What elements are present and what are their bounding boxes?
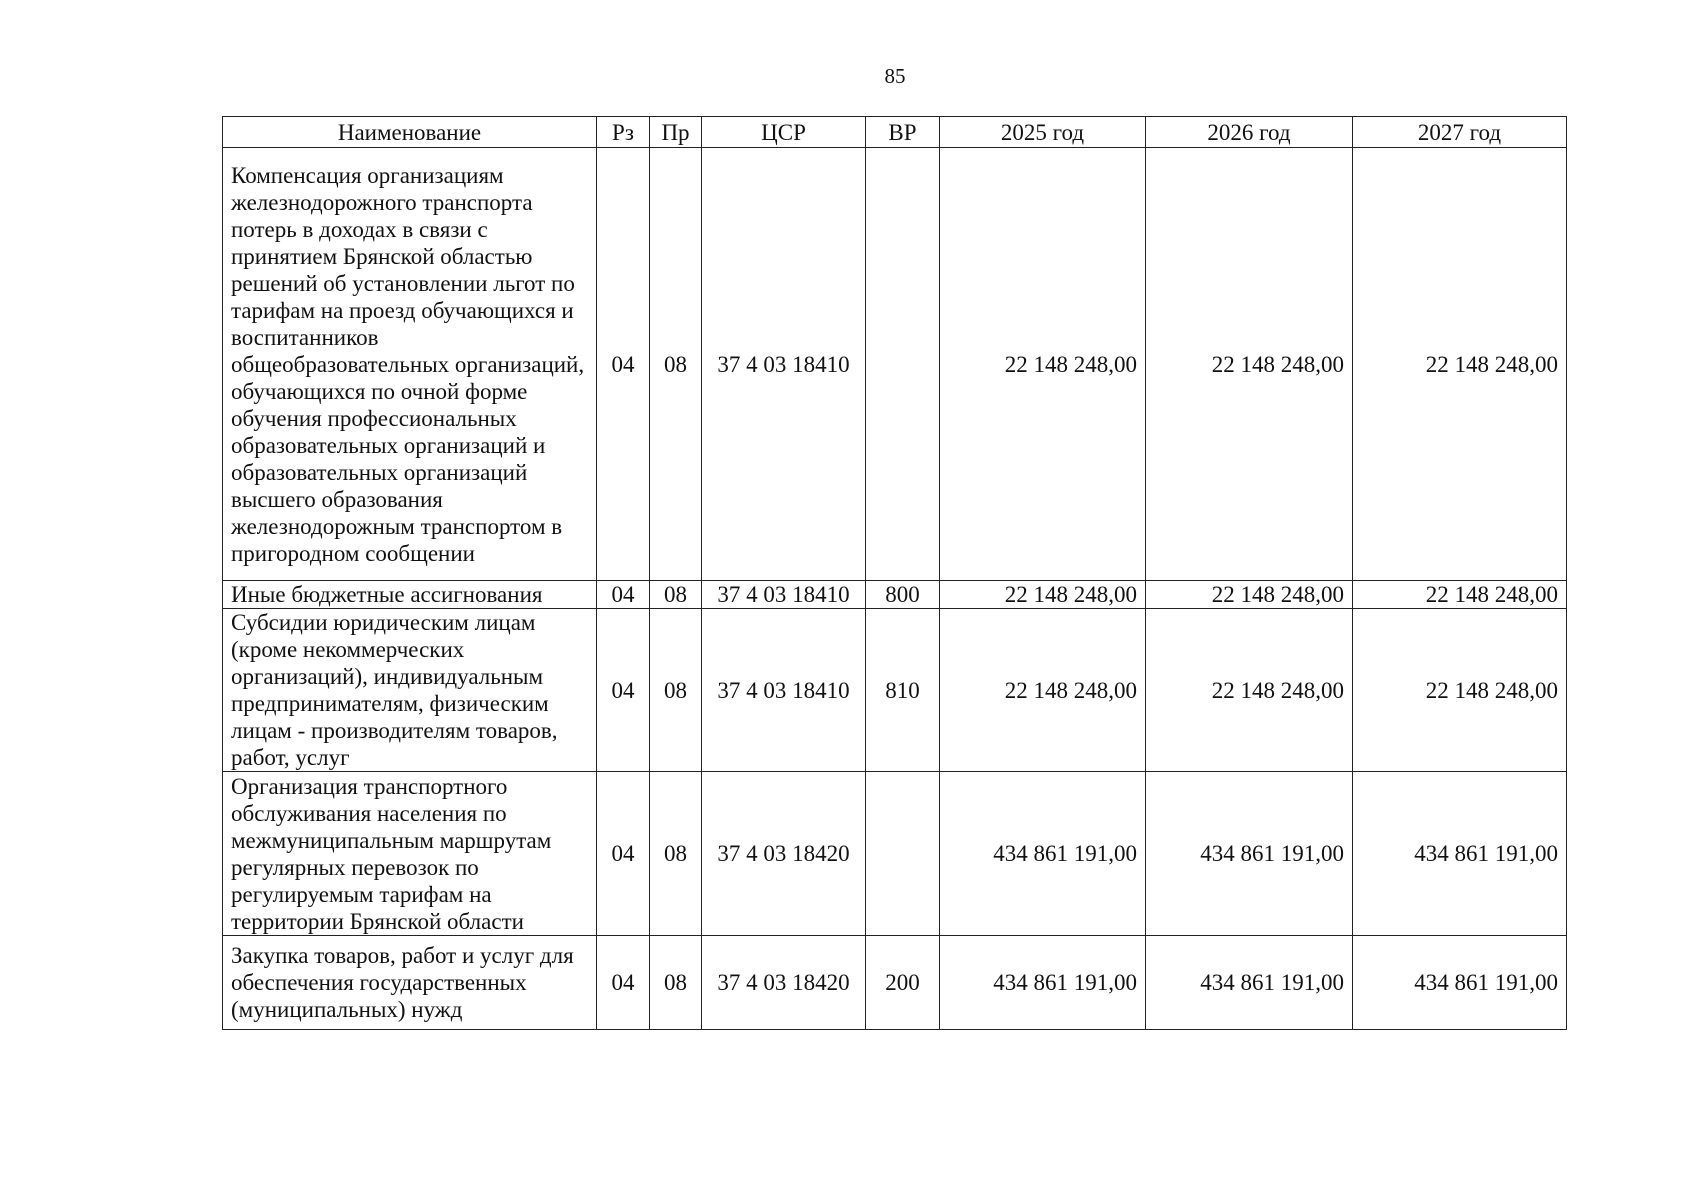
table-row (223, 609, 1567, 772)
header-rz: Рз (597, 117, 650, 148)
row-csr: 37 4 03 18410 (702, 581, 866, 609)
header-name: Наименование (223, 117, 597, 148)
header-pr: Пр (650, 117, 702, 148)
row-name: Субсидии юридическим лицам (кроме некоммерческих организаций), индивидуальным предпринимателям, физическим лицам - производителям товаров, работ, услуг (223, 609, 597, 772)
row-pr: 08 (650, 148, 702, 581)
row-vr (866, 148, 940, 581)
row-2027: 22 148 248,00 (1353, 581, 1567, 609)
row-2027: 22 148 248,00 (1353, 148, 1567, 581)
row-2026: 22 148 248,00 (1146, 609, 1353, 772)
row-csr: 37 4 03 18410 (702, 148, 866, 581)
table-row (223, 936, 1567, 1030)
row-2026: 434 861 191,00 (1146, 936, 1353, 1030)
row-2025: 434 861 191,00 (940, 772, 1146, 936)
row-pr: 08 (650, 609, 702, 772)
row-2025: 22 148 248,00 (940, 581, 1146, 609)
table-row (223, 581, 1567, 609)
row-rz: 04 (597, 936, 650, 1030)
row-vr: 200 (866, 936, 940, 1030)
row-pr: 08 (650, 772, 702, 936)
row-csr: 37 4 03 18420 (702, 772, 866, 936)
row-2026: 22 148 248,00 (1146, 581, 1353, 609)
row-rz: 04 (597, 148, 650, 581)
row-2026: 434 861 191,00 (1146, 772, 1353, 936)
row-csr: 37 4 03 18420 (702, 936, 866, 1030)
row-rz: 04 (597, 772, 650, 936)
row-rz: 04 (597, 609, 650, 772)
row-name: Компенсация организациям железнодорожного транспорта потерь в доходах в связи с принятием Брянской областью решений об установлении льгот по тарифам на проезд обучающихся и воспитанников общеобразовательных организаций, обучающихся по очной форме обучения профессиональных образовательных организаций и образовательных организаций высшего образования железнодорожным транспортом в пригородном сообщении (223, 148, 597, 581)
row-2027: 22 148 248,00 (1353, 609, 1567, 772)
row-pr: 08 (650, 581, 702, 609)
row-2025: 22 148 248,00 (940, 148, 1146, 581)
row-2026: 22 148 248,00 (1146, 148, 1353, 581)
table-row (223, 148, 1567, 581)
page-number: 85 (884, 64, 906, 88)
row-vr: 800 (866, 581, 940, 609)
row-2027: 434 861 191,00 (1353, 772, 1567, 936)
header-2025: 2025 год (940, 117, 1146, 148)
header-2026: 2026 год (1146, 117, 1353, 148)
row-2025: 434 861 191,00 (940, 936, 1146, 1030)
budget-table (222, 116, 1567, 1030)
table-row (223, 772, 1567, 936)
row-vr: 810 (866, 609, 940, 772)
row-pr: 08 (650, 936, 702, 1030)
header-csr: ЦСР (702, 117, 866, 148)
row-vr (866, 772, 940, 936)
row-name: Организация транспортного обслуживания населения по межмуниципальным маршрутам регулярных перевозок по регулируемым тарифам на территории Брянской области (223, 772, 597, 936)
row-2025: 22 148 248,00 (940, 609, 1146, 772)
table-header-row (223, 117, 1567, 148)
row-name: Закупка товаров, работ и услуг для обеспечения государственных (муниципальных) нужд (223, 936, 597, 1030)
header-vr: ВР (866, 117, 940, 148)
row-2027: 434 861 191,00 (1353, 936, 1567, 1030)
row-name: Иные бюджетные ассигнования (223, 581, 597, 609)
header-2027: 2027 год (1353, 117, 1567, 148)
row-csr: 37 4 03 18410 (702, 609, 866, 772)
row-rz: 04 (597, 581, 650, 609)
